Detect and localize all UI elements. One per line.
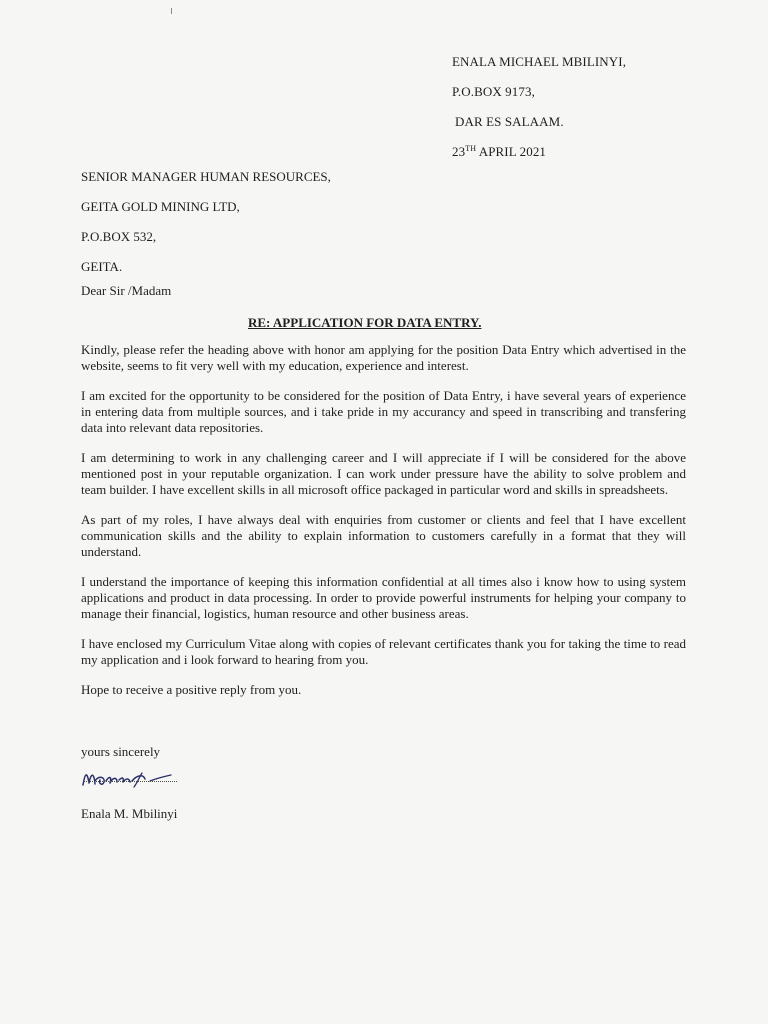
recipient-box: P.O.BOX 532, — [81, 229, 157, 244]
subject-heading: RE: APPLICATION FOR DATA ENTRY. — [248, 315, 482, 330]
date-suffix: TH — [465, 144, 477, 153]
scan-mark — [171, 8, 172, 14]
sender-name: ENALA MICHAEL MBILINYI, — [452, 54, 627, 69]
signature-area — [79, 765, 189, 795]
signature-image — [79, 765, 177, 791]
recipient-title: SENIOR MANAGER HUMAN RESOURCES, — [81, 169, 331, 184]
sender-box: P.O.BOX 9173, — [452, 84, 535, 99]
body-paragraph-6: I have enclosed my Curriculum Vitae along with copies of relevant certificates thank you for taking the time to read my application and i look forward to hearing from you. — [81, 636, 686, 667]
signature-line — [83, 781, 177, 782]
letter-body — [81, 342, 686, 712]
body-paragraph-1: Kindly, please refer the heading above with honor am applying for the position Data Entry which advertised in the website, seems to fit very well with my education, experience and interest. — [81, 342, 686, 373]
sender-address — [452, 47, 626, 167]
salutation: Dear Sir /Madam — [81, 283, 172, 298]
closing: yours sincerely — [81, 744, 161, 759]
body-paragraph-2: I am excited for the opportunity to be considered for the position of Data Entry, i have several years of experience in entering data from multiple sources, and i take pride in my accurancy and speed in transcribing and transfering data into relevant data repositories. — [81, 388, 686, 435]
body-paragraph-5: I understand the importance of keeping this information confidential at all times also i know how to using system applications and product in data processing. In order to provide powerful instruments for helping your company to manage their financial, logistics, human resource and other business areas. — [81, 574, 686, 621]
body-paragraph-4: As part of my roles, I have always deal with enquiries from customer or clients and feel that I have excellent communication skills and the ability to explain information to customers carefully in a format that they will understand. — [81, 512, 686, 559]
recipient-address — [81, 162, 331, 282]
letter-date — [452, 137, 626, 167]
date-day: 23 — [452, 144, 466, 159]
recipient-city: GEITA. — [81, 259, 123, 274]
body-paragraph-3: I am determining to work in any challenging career and I will appreciate if I will be considered for the above mentioned post in your reputable organization. I can work under pressure have the ability to solve problem and team builder. I have excellent skills in all microsoft office packaged in particular word and skills in spreadsheets. — [81, 450, 686, 497]
sender-city: DAR ES SALAAM. — [455, 114, 564, 129]
signed-name: Enala M. Mbilinyi — [81, 806, 178, 821]
date-month-year: APRIL 2021 — [476, 144, 547, 159]
body-paragraph-7: Hope to receive a positive reply from you. — [81, 682, 302, 697]
recipient-company: GEITA GOLD MINING LTD, — [81, 199, 240, 214]
